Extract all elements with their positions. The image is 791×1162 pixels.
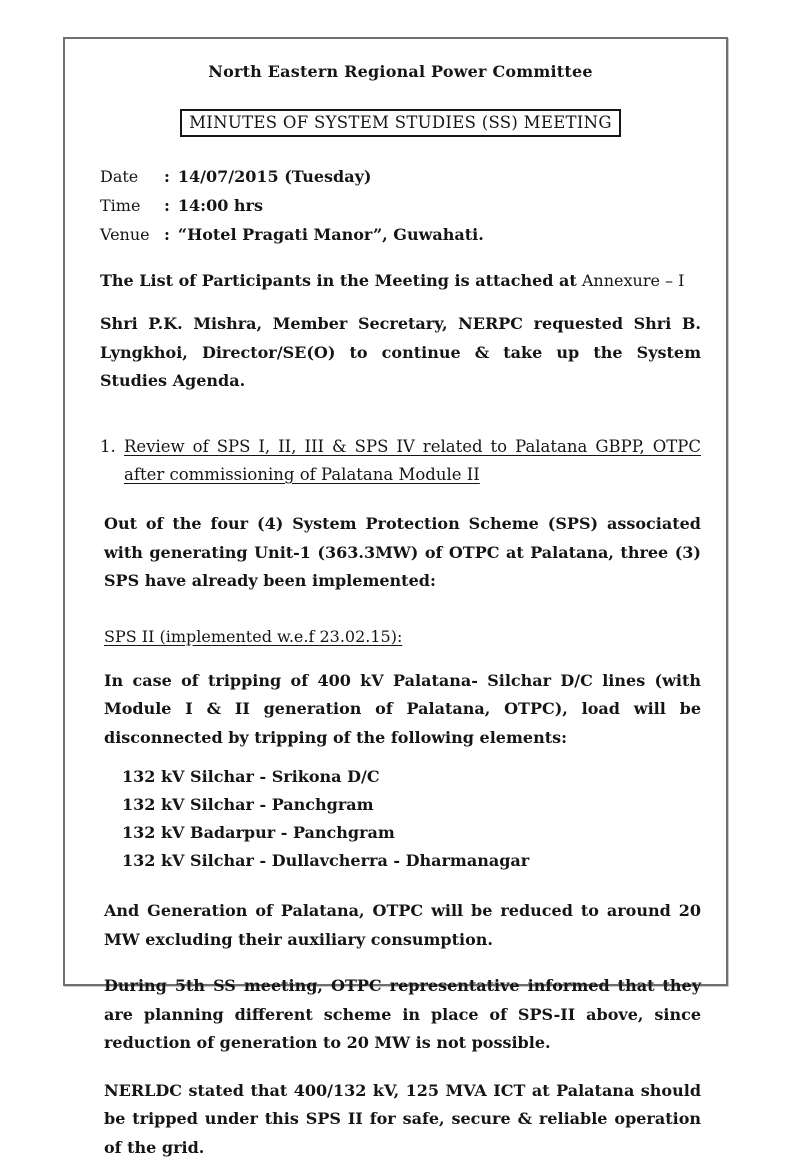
organization-title: North Eastern Regional Power Committee xyxy=(208,62,593,81)
date-value: 14/07/2015 (Tuesday) xyxy=(177,167,372,186)
venue-value: “Hotel Pragati Manor”, Guwahati. xyxy=(177,225,484,244)
venue-label: Venue xyxy=(100,225,150,244)
tripped-elements-list xyxy=(122,763,701,874)
date-label: Date xyxy=(100,167,139,186)
sps-overview-paragraph: Out of the four (4) System Protection Scheme (SPS) associated with generating Unit-1 (363.3MW) of OTPC at Palatana, three (3) SPS have already been implemented: xyxy=(104,514,701,591)
otpc-meeting-paragraph: During 5th SS meeting, OTPC representative informed that they are planning different scheme in place of SPS-II above, since reduction of generation to 20 MW is not possible. xyxy=(104,976,701,1053)
document-page xyxy=(63,37,728,1157)
meta-row-date xyxy=(100,162,701,191)
time-label: Time xyxy=(100,196,141,215)
sps2-tripping-paragraph: In case of tripping of 400 kV Palatana- Silchar D/C lines (with Module I & II generation of Palatana, OTPC), load will be disconnected by tripping of the following elements: xyxy=(104,670,701,747)
intro-paragraph: Shri P.K. Mishra, Member Secretary, NERPC requested Shri B. Lyngkhoi, Director/SE(O) to continue & take up the System Studies Agenda. xyxy=(100,314,701,391)
section-1-heading: Review of SPS I, II, III & SPS IV related to Palatana GBPP, OTPC after commissioning of Palatana Module II xyxy=(124,436,701,484)
list-item: 132 kV Silchar - Panchgram xyxy=(122,794,374,814)
section-1-body xyxy=(104,510,701,1162)
document-title-container xyxy=(100,109,701,137)
participants-text: The List of Participants in the Meeting is attached at xyxy=(100,271,577,290)
time-value: 14:00 hrs xyxy=(177,196,263,215)
participants-line xyxy=(100,267,701,294)
venue-separator: : xyxy=(164,225,170,244)
date-separator: : xyxy=(164,167,170,186)
document-title: MINUTES OF SYSTEM STUDIES (SS) MEETING xyxy=(180,109,621,137)
section-1-heading-row xyxy=(100,433,701,490)
sps2-heading: SPS II (implemented w.e.f 23.02.15): xyxy=(104,626,403,646)
meta-row-venue xyxy=(100,220,701,249)
meta-row-time xyxy=(100,191,701,220)
list-item: 132 kV Silchar - Dullavcherra - Dharmanagar xyxy=(122,850,530,870)
list-item: 132 kV Badarpur - Panchgram xyxy=(122,822,395,842)
generation-reduction-paragraph: And Generation of Palatana, OTPC will be reduced to around 20 MW excluding their auxiliary consumption. xyxy=(104,901,701,949)
annexure-reference: Annexure – I xyxy=(581,271,685,290)
list-item: 132 kV Silchar - Srikona D/C xyxy=(122,767,380,787)
nerldc-statement-paragraph: NERLDC stated that 400/132 kV, 125 MVA ICT at Palatana should be tripped under this SPS II for safe, secure & reliable operation of the grid. xyxy=(104,1080,701,1157)
section-1-number: 1. xyxy=(100,436,116,456)
time-separator: : xyxy=(164,196,170,215)
meeting-meta xyxy=(100,162,701,249)
